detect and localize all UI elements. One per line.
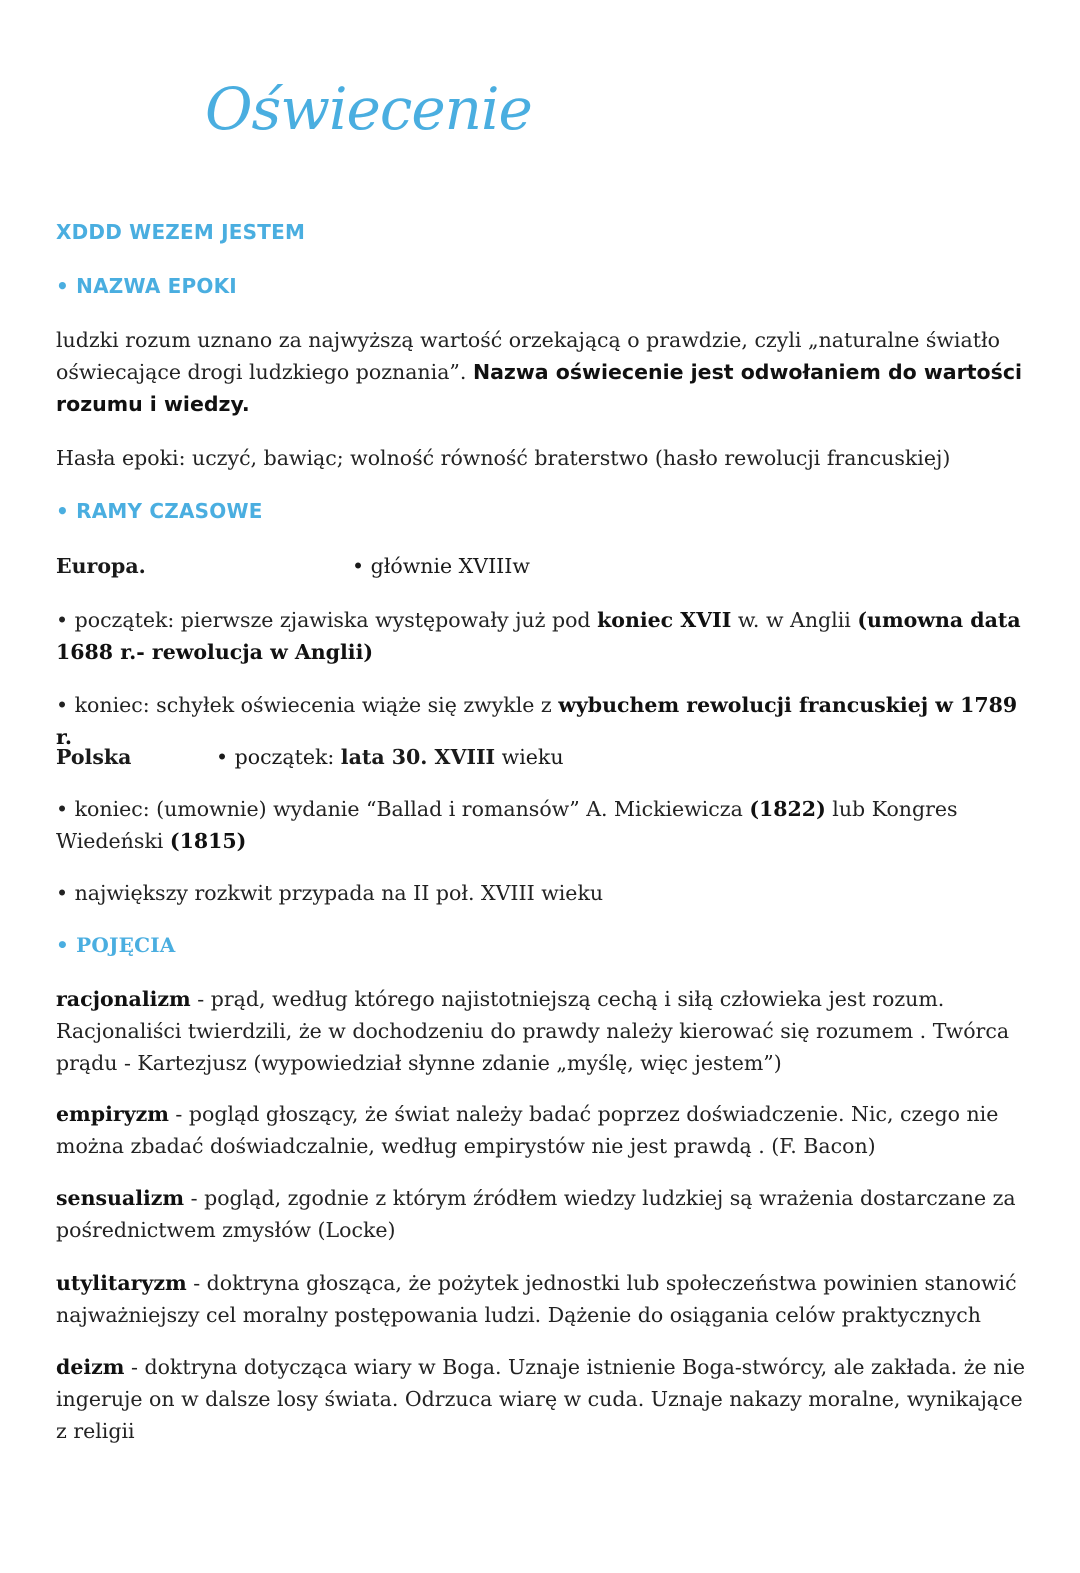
term-definition: - doktryna głosząca, że pożytek jednostki lub społeczeństwa powinien stanowić najważniejszy cel moralny postępowania ludzi. Dążenie do osiągania celów praktycznych — [56, 1271, 1017, 1327]
term-definition: - doktryna dotycząca wiary w Boga. Uznaje istnienie Boga-stwórcy, ale zakłada. że nie ingeruje on w dalsze losy świata. Odrzuca wiarę w cuda. Uznaje nakazy moralne, wynikające z religii — [56, 1355, 1026, 1443]
koniec-text: • koniec: schyłek oświecenia wiąże się zwykle z — [56, 693, 559, 717]
europa-label: Europa. — [56, 554, 146, 578]
polska-poczatek-text: • początek: — [216, 745, 341, 769]
poczatek-bold-2: (umowna data 1688 r.- rewolucja w Anglii) — [56, 608, 1021, 664]
term-name: empiryzm — [56, 1102, 169, 1126]
page-title: Oświecenie — [205, 75, 532, 143]
term-sensualizm — [56, 1182, 1031, 1246]
nazwa-text: ludzki rozum uznano za najwyższą wartość orzekającą o prawdzie, czyli „naturalne światło oświecające drogi ludzkiego poznania”. — [56, 328, 1000, 384]
europa-poczatek — [56, 604, 1031, 668]
nazwa-paragraph — [56, 324, 1031, 420]
term-name: utylitaryzm — [56, 1271, 187, 1295]
term-definition: - pogląd, zgodnie z którym źródłem wiedzy ludzkiej są wrażenia dostarczane za pośrednictwem zmysłów (Locke) — [56, 1186, 1016, 1242]
section-heading-ramy: • RAMY CZASOWE — [56, 499, 263, 523]
header-line: XDDD WEZEM JESTEM — [56, 220, 306, 244]
polska-koniec — [56, 793, 1031, 857]
pl-koniec-bold-1: (1822) — [749, 797, 826, 821]
pl-koniec-text-2: lub Kongres Wiedeński — [56, 797, 958, 853]
polska-poczatek-bold: lata 30. XVIII — [340, 745, 496, 769]
europa-main: • głównie XVIIIw — [352, 554, 530, 578]
nazwa-bold: Nazwa oświecenie jest odwołaniem do wartości rozumu i wiedzy. — [56, 360, 1022, 416]
term-deizm — [56, 1351, 1031, 1447]
koniec-bold: wybuchem rewolucji francuskiej w 1789 r. — [56, 693, 1018, 749]
poczatek-bold-1: koniec XVII — [597, 608, 732, 632]
term-name: racjonalizm — [56, 987, 191, 1011]
term-definition: - pogląd głoszący, że świat należy badać poprzez doświadczenie. Nic, czego nie można zbadać doświadczalnie, według empirystów nie jest prawdą . (F. Bacon) — [56, 1102, 999, 1158]
hasla-paragraph: Hasła epoki: uczyć, bawiąc; wolność równość braterstwo (hasło rewolucji francuskiej) — [56, 446, 951, 470]
rozkwit: • największy rozkwit przypada na II poł. XVIII wieku — [56, 881, 604, 905]
section-heading-pojecia: • POJĘCIA — [56, 933, 176, 957]
term-name: deizm — [56, 1355, 125, 1379]
polska-row — [56, 741, 1031, 773]
term-definition: - prąd, według którego najistotniejszą cechą i siłą człowieka jest rozum. Racjonaliści twierdzili, że w dochodzeniu do prawdy należy kierować się rozumem . Twórca prądu - Kartezjusz (wypowiedział słynne zdanie „myślę, więc jestem”) — [56, 987, 1010, 1075]
polska-poczatek — [216, 741, 564, 773]
europa-row — [56, 550, 1031, 582]
term-empiryzm — [56, 1098, 1031, 1162]
term-racjonalizm — [56, 983, 1031, 1079]
term-name: sensualizm — [56, 1186, 185, 1210]
polska-label: Polska — [56, 745, 132, 769]
pl-koniec-bold-2: (1815) — [169, 829, 247, 853]
poczatek-text-2: w. w Anglii — [731, 608, 858, 632]
polska-poczatek-text-2: wieku — [495, 745, 564, 769]
section-heading-nazwa: • NAZWA EPOKI — [56, 274, 237, 298]
term-utylitaryzm — [56, 1267, 1031, 1331]
pl-koniec-text: • koniec: (umownie) wydanie “Ballad i romansów” A. Mickiewicza — [56, 797, 750, 821]
poczatek-text: • początek: pierwsze zjawiska występowały już pod — [56, 608, 598, 632]
